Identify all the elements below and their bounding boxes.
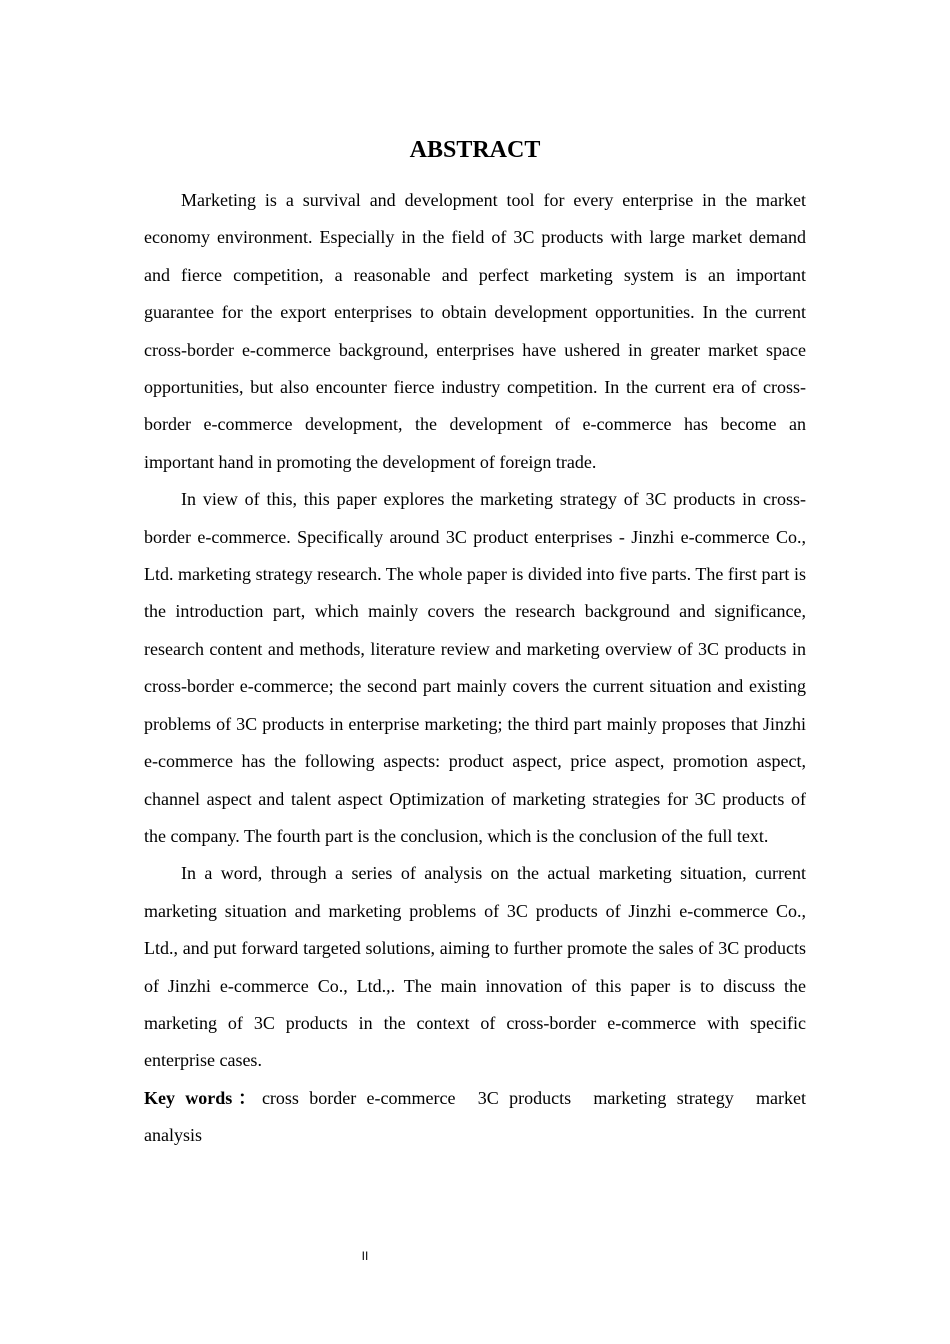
page-number: II <box>361 1249 369 1263</box>
abstract-body <box>144 182 806 1155</box>
keyword: 3C products <box>477 1087 572 1108</box>
keyword: marketing strategy <box>593 1087 734 1108</box>
keywords-label: Key words： <box>144 1087 262 1108</box>
keywords-line <box>144 1080 806 1155</box>
keyword: cross border e-commerce <box>261 1087 456 1108</box>
abstract-title: ABSTRACT <box>409 137 541 163</box>
abstract-paragraph: In a word, through a series of analysis on the actual marketing situation, current marketing situation and marketing problems of 3C products of Jinzhi e-commerce Co., Ltd., and put forward targeted solutions, aiming to further promote the sales of 3C products of Jinzhi e-commerce Co., Ltd.,. The main innovation of this paper is to discuss the marketing of 3C products in the context of cross-border e-commerce with specific enterprise cases. <box>144 863 806 1071</box>
abstract-paragraph: Marketing is a survival and development tool for every enterprise in the market economy environment. Especially in the field of 3C products with large market demand and fierce competition, a reasonable and perfect marketing system is an important guarantee for the export enterprises to obtain development opportunities. In the current cross-border e-commerce background, enterprises have ushered in greater market space opportunities, but also encounter fierce industry competition. In the current era of cross-border e-commerce development, the development of e-commerce has become an important hand in promoting the development of foreign trade. <box>144 190 806 472</box>
keyword: market analysis <box>144 1087 806 1146</box>
abstract-paragraph: In view of this, this paper explores the marketing strategy of 3C products in cross-border e-commerce. Specifically around 3C product enterprises - Jinzhi e-commerce Co., Ltd. marketing strategy research. The whole paper is divided into five parts. The first part is the introduction part, which mainly covers the research background and significance, research content and methods, literature review and marketing overview of 3C products in cross-border e-commerce; the second part mainly covers the current situation and existing problems of 3C products in enterprise marketing; the third part mainly proposes that Jinzhi e-commerce has the following aspects: product aspect, price aspect, promotion aspect, channel aspect and talent aspect Optimization of marketing strategies for 3C products of the company. The fourth part is the conclusion, which is the conclusion of the full text. <box>144 489 806 846</box>
